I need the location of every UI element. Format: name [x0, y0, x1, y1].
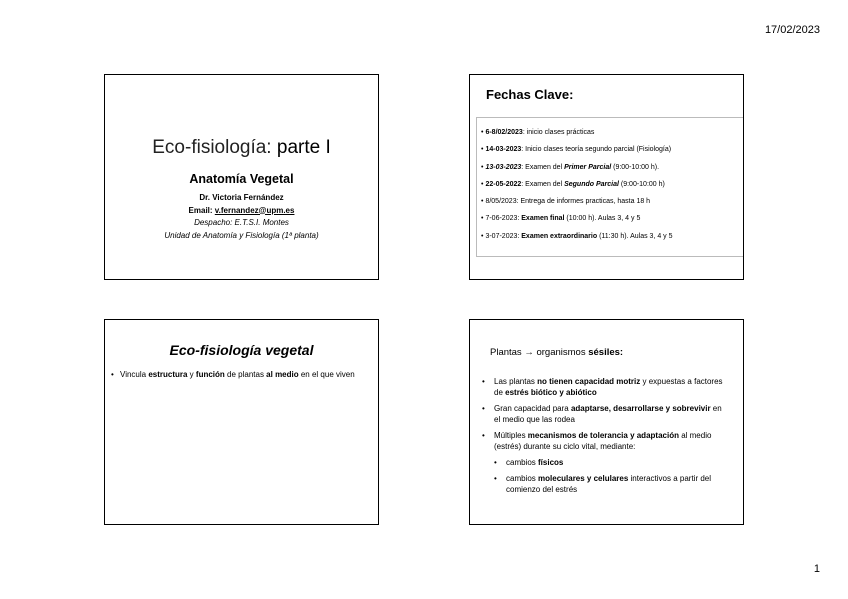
author-name: Dr. Victoria Fernández — [199, 193, 284, 202]
email-link[interactable]: v.fernandez@upm.es — [214, 205, 295, 215]
list-item — [481, 210, 743, 227]
text: Gran capacidad para — [494, 404, 571, 413]
key-dates-list — [477, 118, 743, 245]
item-text: : Examen del — [521, 180, 565, 188]
item-date: 13-03-2023 — [485, 163, 522, 171]
dates-box — [476, 117, 743, 257]
list-item — [481, 176, 743, 193]
title-normal: Plantas → organismos — [490, 347, 589, 358]
text: en el que viven — [298, 370, 355, 379]
author-info — [105, 192, 378, 242]
list-item — [481, 159, 743, 176]
text: y — [187, 370, 196, 379]
item-text: : — [517, 215, 522, 223]
list-item — [111, 370, 360, 380]
item-text: (9:00-10:00 h). — [611, 163, 660, 171]
bold-text: no tienen capacidad motriz — [537, 377, 641, 386]
bold-text: físicos — [538, 458, 564, 467]
item-bold: Primer Parcial — [564, 163, 612, 171]
bold-text: al medio — [266, 370, 299, 379]
item-date: 3-07-2023 — [485, 232, 518, 240]
item-text: : inicio clases prácticas — [522, 129, 595, 136]
item-date: 6-8/02/2023 — [485, 129, 523, 136]
text: Las plantas — [494, 377, 538, 386]
unit-line: Unidad de Anatomía y Fisiología (1ª planta) — [164, 230, 319, 240]
item-text: (9:00-10:00 h) — [618, 180, 665, 188]
text: en el medio que las rodea — [494, 404, 722, 424]
sub-list-item — [494, 457, 723, 468]
list-item — [481, 228, 743, 245]
list-item — [481, 193, 743, 210]
text: cambios — [506, 458, 539, 467]
text: interactivos a partir del comienzo del estrés — [506, 474, 711, 494]
title-part-strong: parte I — [276, 137, 331, 158]
item-date: 14-03-2023 — [485, 146, 522, 154]
list-item — [482, 430, 723, 495]
list-item — [482, 376, 723, 398]
list-item — [482, 403, 723, 425]
slide-title: Eco-fisiología vegetal — [169, 342, 314, 358]
slide-title — [490, 347, 623, 358]
text: Vincula — [120, 370, 149, 379]
page-number: 1 — [813, 563, 820, 575]
item-bold: Examen extraordinario — [521, 232, 598, 240]
text: y expuestas a factores de — [494, 377, 723, 397]
text: Múltiples — [494, 431, 528, 440]
bullet-list — [111, 370, 360, 380]
bold-text: mecanismos de tolerancia y adaptación — [527, 431, 679, 440]
text: al medio (estrés) durante su ciclo vital, mediante: — [494, 431, 712, 451]
slide-title: Fechas Clave: — [486, 87, 574, 102]
bold-text: función — [195, 370, 225, 379]
sub-list-item — [494, 473, 723, 495]
page-date: 17/02/2023 — [764, 24, 820, 36]
item-bold: Segundo Parcial — [564, 180, 619, 188]
title-bold: sésiles: — [588, 347, 624, 358]
item-text: : Entrega de informes practicas, hasta 18 h — [516, 198, 651, 206]
item-text: (10:00 h). Aulas 3, 4 y 5 — [564, 215, 641, 223]
item-text: : Examen del — [521, 163, 565, 171]
bold-text: adaptarse, desarrollarse y sobrevivir — [570, 404, 711, 413]
item-bold: Examen final — [521, 215, 565, 223]
email-line — [105, 205, 378, 218]
slide-thumbnail-2[interactable] — [469, 74, 744, 280]
text: de plantas — [224, 370, 267, 379]
slide-thumbnail-3[interactable] — [104, 319, 379, 525]
slide-thumbnail-1[interactable] — [104, 74, 379, 280]
office-line: Despacho: E.T.S.I. Montes — [194, 218, 289, 227]
item-date: 8/05/2023 — [485, 198, 517, 206]
bold-text: estrés biótico y abiótico — [505, 388, 597, 397]
sub-list — [494, 457, 723, 495]
bold-text: moleculares y celulares — [538, 474, 629, 483]
slide-title — [105, 137, 378, 159]
title-part-light: Eco-fisiología: — [152, 137, 277, 158]
item-text: (11:30 h). Aulas 3, 4 y 5 — [597, 232, 673, 240]
item-text: : Inicio clases teoría segundo parcial (Fisiología) — [521, 146, 672, 154]
item-text: : — [517, 232, 522, 240]
email-label: Email: — [188, 205, 215, 215]
bullet-list — [482, 376, 723, 500]
bold-text: estructura — [148, 370, 188, 379]
text: cambios — [506, 474, 539, 483]
slide-subtitle: Anatomía Vegetal — [189, 172, 294, 186]
item-date: 7-06-2023 — [485, 215, 518, 223]
slide-thumbnail-4[interactable] — [469, 319, 744, 525]
item-date: 22-05-2022 — [485, 180, 522, 188]
list-item — [481, 141, 743, 158]
list-item — [481, 124, 743, 141]
